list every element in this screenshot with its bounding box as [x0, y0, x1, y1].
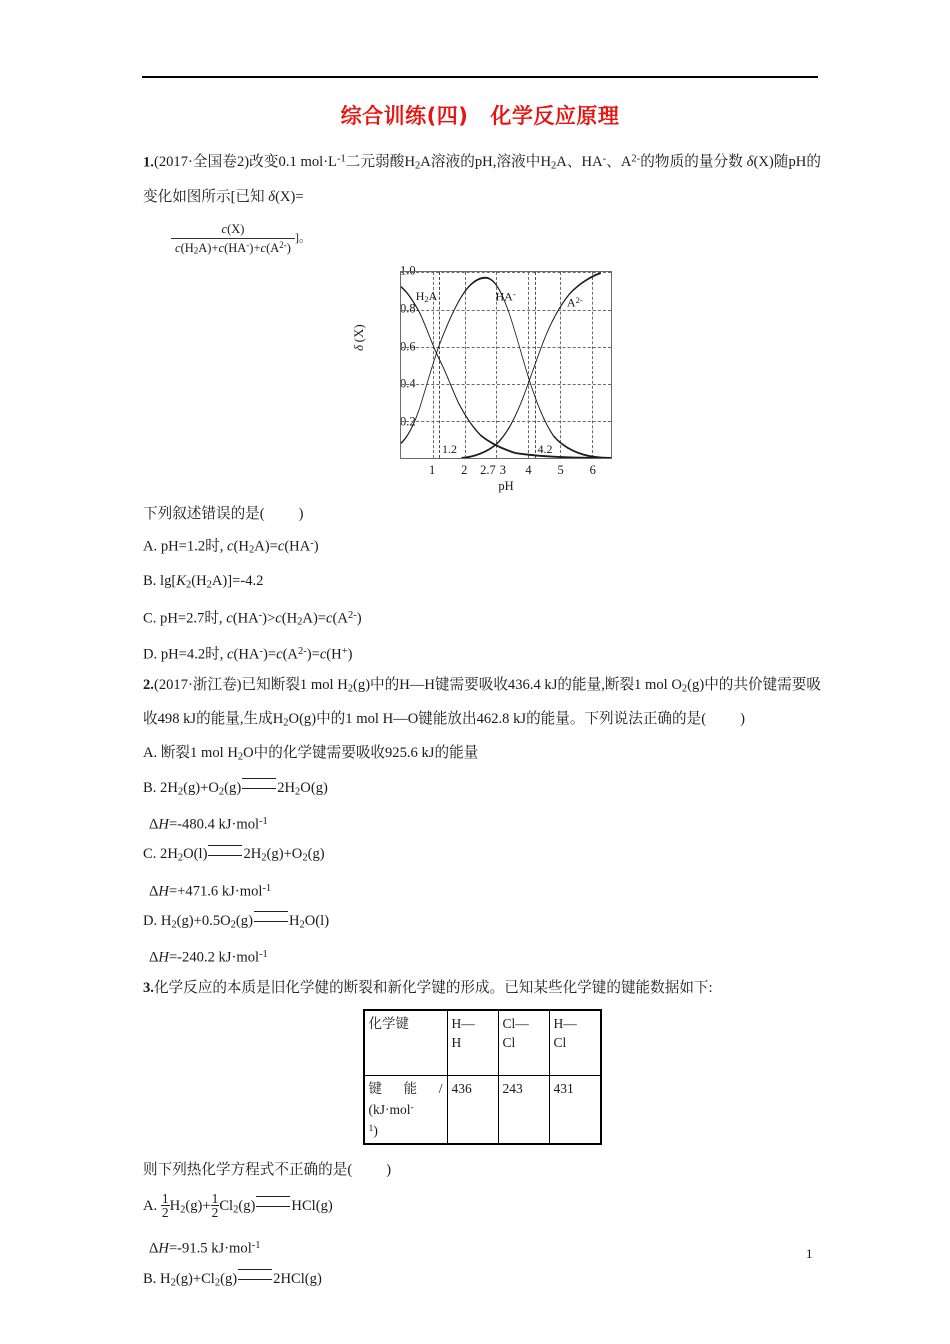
page-number: 1: [806, 1246, 813, 1261]
equals-arrow-icon: [242, 778, 276, 789]
question-1-option-d[interactable]: D. pH=4.2时, $c(HA^-)=c(A^{2-})=c(H^+)$: [143, 646, 353, 663]
question-3-number: 3.: [143, 979, 154, 996]
question-1-option-a[interactable]: A. pH=1.2时, $c(H_2A)=c(HA^-)$: [143, 538, 319, 557]
fraction-numerator: c(X): [171, 222, 295, 239]
document-body: [143, 145, 821, 1298]
distribution-chart: δ (X) 1.0 0.8 0.6 0.4 0.2 $H_2A$ HA- $A^{2-}$ 1.2 4.2 1 2 2.7 3 4 5 6 pH: [355, 265, 610, 495]
fraction: [171, 222, 295, 256]
question-1-prompt: [143, 499, 821, 529]
question-2-option-b[interactable]: B. $2H_2(g)+O_2(g)$ $2H_2O(g)$: [143, 779, 328, 797]
header-rule: [142, 76, 818, 78]
question-3-option-b[interactable]: B. $H_2(g)+Cl_2(g)$ 2HCl(g): [143, 1270, 322, 1288]
question-3-stem-text: 化学反应的本质是旧化学健的断裂和新化学键的形成。已知某些化学键的键能数据如下:: [153, 979, 713, 996]
question-3-option-a[interactable]: A. $\frac{1}{2}$ $H_2(g)+$ $\frac{1}{2}$ $Cl_2(g)$ HCl(g): [143, 1190, 333, 1221]
fraction-tail: ]。: [294, 230, 311, 245]
question-2-option-c-enthalpy: ΔH=+471.6 kJ·mol$^{-1}$: [149, 882, 272, 900]
question-1-prompt-text: 下列叙述错误的是(: [143, 506, 265, 523]
question-2-option-d[interactable]: D. $H_2(g)+0.5O_2(g)$ $H_2O(l)$: [143, 913, 330, 931]
question-2-stem: [143, 670, 821, 739]
question-2-option-d-enthalpy: ΔH=-240.2 kJ·mol$^{-1}$: [149, 949, 268, 966]
fraction-one-half: $\frac{1}{2}$: [211, 1190, 219, 1221]
chart-plot-area: [400, 271, 612, 459]
question-2-option-b-enthalpy: ΔH=-480.4 kJ·mol$^{-1}$: [149, 815, 268, 833]
bond-energy-table-wrap: [143, 1009, 821, 1145]
question-2-stem-text: (2017·浙江卷)已知断裂1 mol $H_2(g)$中的H—H键需要吸收436.4 kJ的能量,断裂1 mol $O_2(g)$中的共价键需要吸收498 kJ的能量,生成$H_2O(g)$中的1 mol H—O键能放出462.8 kJ的能量。下列说法正确的是(: [143, 676, 821, 729]
x-tick-1: 1: [428, 463, 436, 478]
curve-label-a2-minus: $A^{2-}$: [566, 294, 583, 310]
page-title-main: 综合训练(四): [340, 104, 469, 128]
x-tick-5: 5: [557, 463, 564, 478]
table-cell-energy-hcl: 431: [549, 1075, 601, 1144]
question-2-prompt-close: ): [740, 710, 745, 727]
question-2-number: 2.: [143, 676, 154, 693]
question-1-number: 1.: [143, 154, 154, 171]
table-row-bonds: [364, 1010, 601, 1076]
question-1-stem: [143, 145, 821, 212]
page-title-sub: 化学反应原理: [490, 104, 620, 128]
chart-x-axis-title: pH: [498, 479, 514, 494]
question-1-prompt-close: ): [298, 506, 304, 523]
x-tick-3: 3: [499, 463, 506, 478]
table-cell-energy-clcl: 243: [498, 1075, 549, 1144]
fraction-denominator: $c(H_2A)+c(HA^-)+c(A^{2-})$: [175, 239, 291, 256]
equals-arrow-icon: [238, 1269, 272, 1280]
bond-energy-table: [363, 1009, 602, 1145]
table-cell-bond-clcl: Cl— Cl: [498, 1010, 549, 1076]
chart-y-axis-title: δ (X): [351, 324, 366, 352]
curve-label-ha-minus: HA-: [495, 289, 516, 304]
chart-annotation-4.2: 4.2: [537, 442, 553, 457]
question-3-prompt: [143, 1155, 821, 1185]
table-cell-bond-hcl: H— Cl: [549, 1010, 601, 1076]
question-2-option-a[interactable]: A. 断裂1 mol $H_2O$中的化学键需要吸收925.6 kJ的能量: [143, 745, 479, 763]
distribution-chart-wrap: [143, 265, 821, 497]
delta-definition-fraction: [171, 222, 311, 256]
x-tick-6: 6: [589, 463, 596, 478]
question-1-option-c[interactable]: C. pH=2.7时, $c(HA^-)>c(H_2A)=c(A^{2-})$: [143, 609, 362, 628]
question-1-stem-line1: (2017·全国卷2)改变0.1 $mol\cdot L^{-1}$二元弱酸$H_2A$溶液的pH,溶液中$H_2A$、HA-、$A^{2-}$的物质的量分数 δ(X)随pH的变化如图所示[已知 δ(X)=: [143, 154, 821, 205]
equals-arrow-icon: [208, 845, 242, 856]
fraction-one-half: $\frac{1}{2}$: [161, 1190, 169, 1221]
page-title: [142, 100, 818, 130]
table-cell-bond-hh: H— H: [447, 1010, 498, 1076]
question-3-option-a-enthalpy: ΔH=-91.5 kJ·mol$^{-1}$: [149, 1240, 261, 1257]
table-cell-energy-hh: 436: [447, 1075, 498, 1144]
question-3-stem: [143, 973, 821, 1003]
question-2-option-c[interactable]: C. $2H_2O(l)$ $2H_2(g)+O_2(g)$: [143, 846, 325, 864]
table-row-energies: [364, 1075, 601, 1144]
question-3-prompt-text: 则下列热化学方程式不正确的是(: [143, 1161, 353, 1178]
question-3-prompt-close: ): [386, 1161, 392, 1178]
equals-arrow-icon: [254, 911, 288, 922]
x-tick-4: 4: [525, 463, 532, 478]
question-1-option-b[interactable]: B. $\lg[K_2(H_2A)]=-4.2$: [143, 573, 264, 591]
equals-arrow-icon: [256, 1196, 290, 1207]
table-header-energy: 键 能 / (kJ·mol- $^1$): [364, 1075, 448, 1144]
x-tick-2: 2: [461, 463, 468, 478]
table-header-bond: 化学键: [364, 1010, 448, 1076]
chart-annotation-1.2: 1.2: [441, 442, 457, 457]
x-tick-2.7: 2.7: [480, 463, 496, 478]
curve-label-h2a: $H_2A$: [415, 289, 438, 305]
